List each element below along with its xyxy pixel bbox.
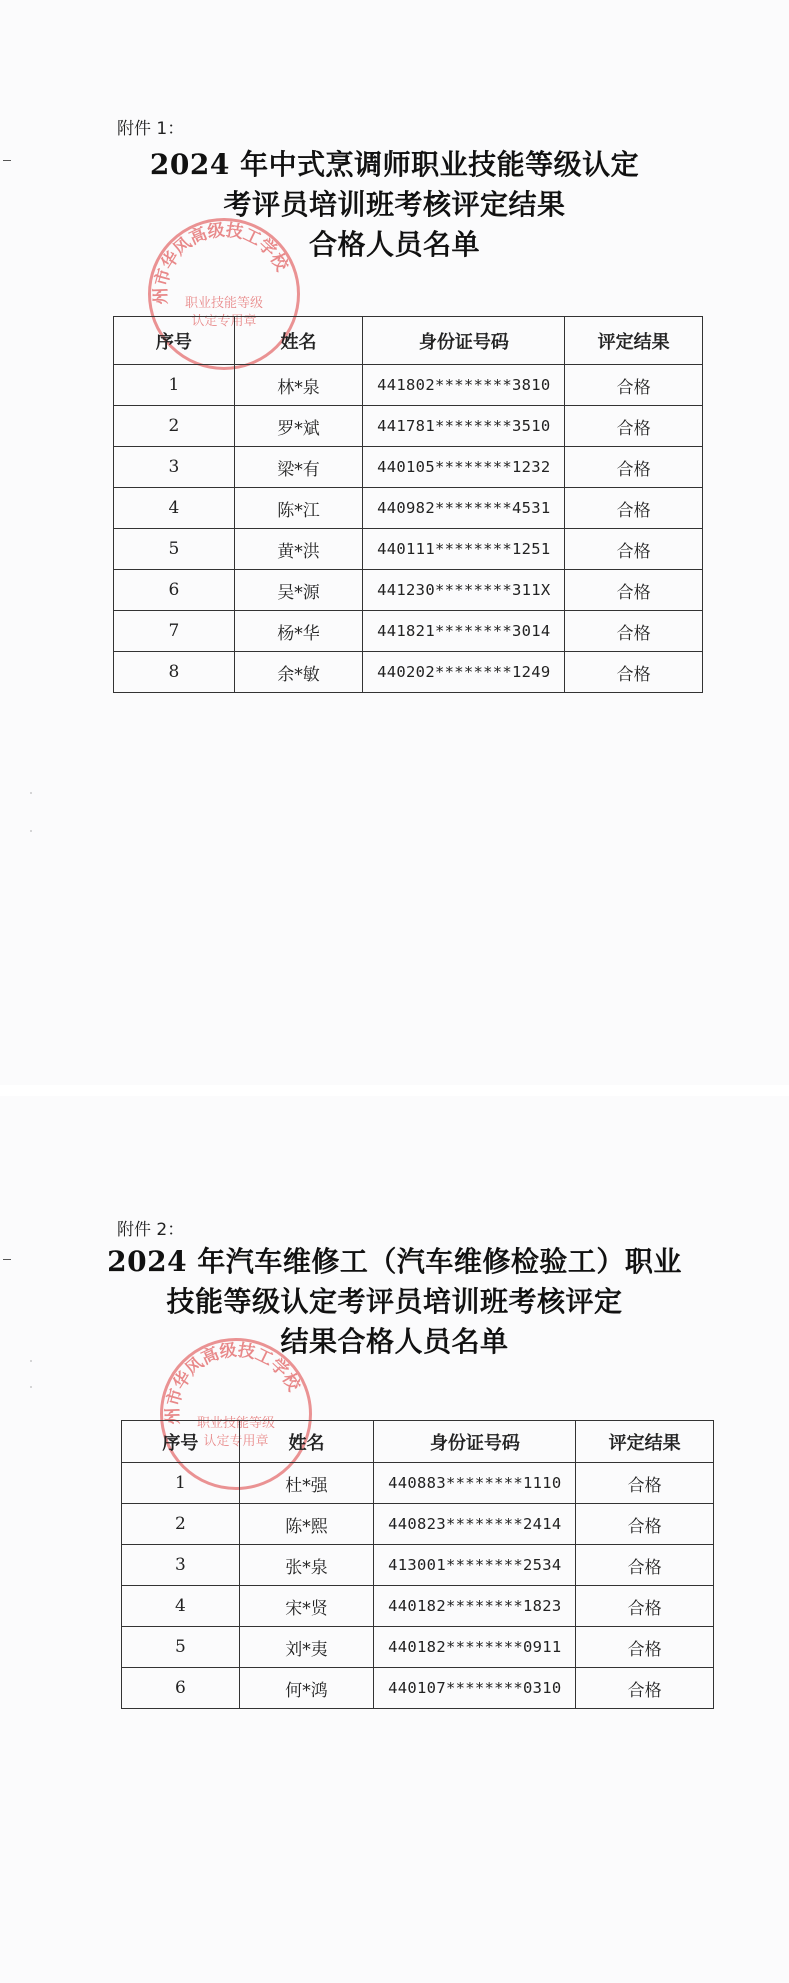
- scan-speck: [30, 830, 32, 832]
- column-header-index: 序号: [114, 317, 235, 365]
- cell-id-number: 440982********4531: [363, 488, 565, 529]
- cell-result: 合格: [576, 1627, 714, 1668]
- cell-id-number: 440182********0911: [374, 1627, 576, 1668]
- cell-id-number: 441781********3510: [363, 406, 565, 447]
- cell-id-number: 441821********3014: [363, 611, 565, 652]
- cell-name: 林*泉: [234, 365, 363, 406]
- table-row: [114, 447, 703, 488]
- cell-result: 合格: [565, 406, 703, 447]
- table-row: [122, 1586, 714, 1627]
- cell-id-number: 440182********1823: [374, 1586, 576, 1627]
- column-header-name: 姓名: [234, 317, 363, 365]
- cell-name: 黄*洪: [234, 529, 363, 570]
- cell-result: 合格: [576, 1586, 714, 1627]
- page-separator: [0, 1085, 789, 1096]
- table-row: [114, 570, 703, 611]
- cell-id-number: 441802********3810: [363, 365, 565, 406]
- table-row: [114, 611, 703, 652]
- seal-inner-text-1: 职业技能等级: [196, 1416, 276, 1431]
- document-title-line-2: 考评员培训班考核评定结果: [223, 188, 566, 221]
- cell-name: 罗*斌: [234, 406, 363, 447]
- cell-index: 4: [114, 488, 235, 529]
- seal-arc-text: 州市华风高级技工学校: [163, 1341, 304, 1425]
- table-row: [122, 1463, 714, 1504]
- cell-result: 合格: [576, 1504, 714, 1545]
- seal-inner-text-2: 认定专用章: [203, 1434, 269, 1449]
- table-header-row: [122, 1421, 714, 1463]
- document-title-line-3: 结果合格人员名单: [280, 1325, 509, 1358]
- scan-speck: [30, 792, 32, 794]
- roster-table: [121, 1420, 714, 1709]
- cell-result: 合格: [565, 365, 703, 406]
- cell-id-number: 413001********2534: [374, 1545, 576, 1586]
- cell-index: 5: [122, 1627, 240, 1668]
- scan-speck: [30, 1386, 32, 1388]
- cell-result: 合格: [565, 488, 703, 529]
- seal-inner-text-1: 职业技能等级: [184, 296, 264, 311]
- cell-index: 1: [122, 1463, 240, 1504]
- seal-inner-text-2: 认定专用章: [191, 314, 257, 329]
- cell-index: 7: [114, 611, 235, 652]
- table-header-row: [114, 317, 703, 365]
- table-row: [122, 1668, 714, 1709]
- cell-result: 合格: [576, 1545, 714, 1586]
- cell-index: 8: [114, 652, 235, 693]
- document-title-line-2: 技能等级认定考评员培训班考核评定: [166, 1285, 623, 1318]
- table-row: [122, 1627, 714, 1668]
- cell-id-number: 440202********1249: [363, 652, 565, 693]
- cell-result: 合格: [576, 1463, 714, 1504]
- cell-name: 何*鸿: [239, 1668, 374, 1709]
- column-header-id-number: 身份证号码: [374, 1421, 576, 1463]
- document-title-line-1: 2024 年汽车维修工（汽车维修检验工）职业: [107, 1245, 682, 1278]
- table-row: [114, 365, 703, 406]
- cell-name: 余*敏: [234, 652, 363, 693]
- cell-index: 6: [114, 570, 235, 611]
- cell-name: 张*泉: [239, 1545, 374, 1586]
- cell-result: 合格: [565, 652, 703, 693]
- cell-id-number: 440111********1251: [363, 529, 565, 570]
- attachment-label: 附件 2：: [117, 1220, 185, 1240]
- document-title-line-1: 2024 年中式烹调师职业技能等级认定: [149, 148, 640, 181]
- cell-name: 杜*强: [239, 1463, 374, 1504]
- cell-index: 3: [122, 1545, 240, 1586]
- table-row: [114, 529, 703, 570]
- cell-id-number: 440107********0310: [374, 1668, 576, 1709]
- cell-index: 3: [114, 447, 235, 488]
- cell-result: 合格: [565, 611, 703, 652]
- cell-id-number: 441230********311X: [363, 570, 565, 611]
- attachment-label: 附件 1：: [117, 119, 185, 139]
- cell-index: 1: [114, 365, 235, 406]
- cell-index: 2: [122, 1504, 240, 1545]
- document-page-2: [0, 1096, 789, 1983]
- cell-result: 合格: [565, 447, 703, 488]
- column-header-name: 姓名: [239, 1421, 374, 1463]
- column-header-result: 评定结果: [576, 1421, 714, 1463]
- column-header-index: 序号: [122, 1421, 240, 1463]
- seal-arc-text: 州市华风高级技工学校: [151, 221, 292, 305]
- cell-name: 陈*熙: [239, 1504, 374, 1545]
- cell-name: 陈*江: [234, 488, 363, 529]
- table-row: [114, 488, 703, 529]
- cell-index: 4: [122, 1586, 240, 1627]
- cell-result: 合格: [565, 570, 703, 611]
- column-header-result: 评定结果: [565, 317, 703, 365]
- cell-id-number: 440105********1232: [363, 447, 565, 488]
- cell-name: 杨*华: [234, 611, 363, 652]
- roster-table: [113, 316, 703, 693]
- cell-result: 合格: [565, 529, 703, 570]
- cell-index: 6: [122, 1668, 240, 1709]
- document-title-line-3: 合格人员名单: [308, 228, 480, 261]
- table-row: [122, 1504, 714, 1545]
- cell-name: 吴*源: [234, 570, 363, 611]
- table-row: [114, 406, 703, 447]
- cell-result: 合格: [576, 1668, 714, 1709]
- cell-id-number: 440883********1110: [374, 1463, 576, 1504]
- cell-index: 2: [114, 406, 235, 447]
- table-row: [114, 652, 703, 693]
- column-header-id-number: 身份证号码: [363, 317, 565, 365]
- cell-name: 宋*贤: [239, 1586, 374, 1627]
- cell-name: 梁*有: [234, 447, 363, 488]
- cell-index: 5: [114, 529, 235, 570]
- cell-name: 刘*夷: [239, 1627, 374, 1668]
- cell-id-number: 440823********2414: [374, 1504, 576, 1545]
- table-row: [122, 1545, 714, 1586]
